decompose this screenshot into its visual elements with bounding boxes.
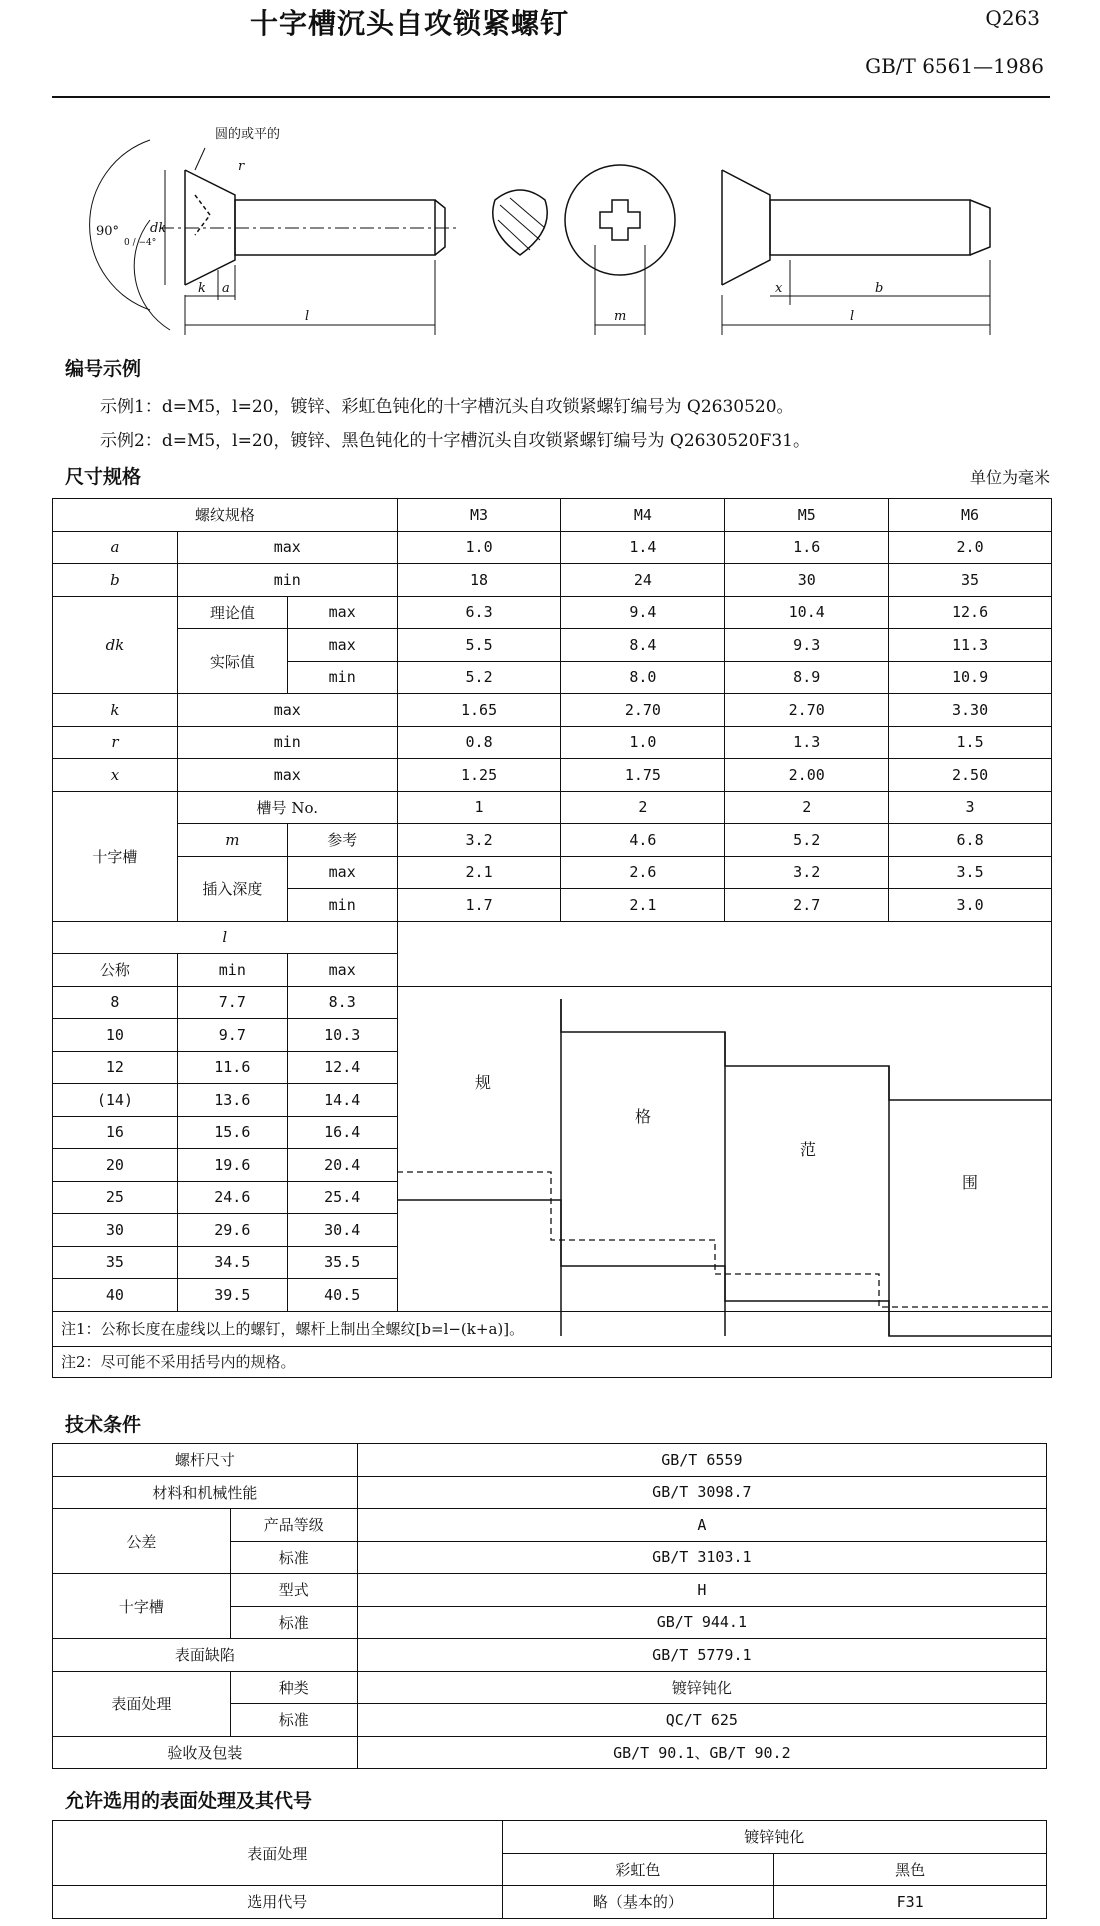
table-cell: 2.1	[561, 889, 725, 922]
table-cell: 黑色	[774, 1853, 1047, 1886]
table-cell: 标准	[230, 1541, 357, 1574]
table-cell: 公差	[53, 1509, 231, 1574]
table-cell: a	[53, 531, 178, 564]
table-cell: M5	[725, 499, 889, 532]
table-row	[53, 1736, 1047, 1769]
unit-note: 单位为毫米	[969, 468, 1050, 487]
range-word-4: 围	[962, 1173, 979, 1192]
table-cell: 11.6	[177, 1051, 287, 1084]
table-cell: max	[177, 759, 397, 792]
table-row	[53, 1671, 1047, 1704]
table-cell: 10.4	[725, 596, 889, 629]
table-cell: 产品等级	[230, 1509, 357, 1542]
table-cell: 6.8	[889, 824, 1052, 857]
table-cell: 1.7	[397, 889, 561, 922]
table-cell: M6	[889, 499, 1052, 532]
table-cell: 14.4	[287, 1084, 397, 1117]
table-cell: min	[287, 661, 397, 694]
table-cell: M4	[561, 499, 725, 532]
range-word-3: 范	[800, 1140, 817, 1159]
table-cell: 1.75	[561, 759, 725, 792]
table-cell: 11.3	[889, 629, 1052, 662]
table-cell: 1.0	[397, 531, 561, 564]
table-cell: m	[177, 824, 287, 857]
table-cell: GB/T 90.1、GB/T 90.2	[357, 1736, 1046, 1769]
table-cell: 2.0	[889, 531, 1052, 564]
table-cell: 24	[561, 564, 725, 597]
table-cell: 实际值	[177, 629, 287, 694]
table-cell: 9.4	[561, 596, 725, 629]
table-cell: GB/T 6559	[357, 1444, 1046, 1477]
table-cell: 注1：公称长度在虚线以上的螺钉，螺杆上制出全螺纹[b=l−(k+a)]。	[53, 1311, 1052, 1346]
table-cell: 2.1	[397, 856, 561, 889]
table-cell: 验收及包装	[53, 1736, 358, 1769]
table-cell: min	[177, 726, 397, 759]
svg-text:dk: dk	[150, 221, 167, 236]
table-cell: 25.4	[287, 1181, 397, 1214]
svg-text:b: b	[875, 281, 884, 296]
table-cell: 1.3	[725, 726, 889, 759]
table-cell: max	[177, 531, 397, 564]
table-cell: 3.2	[725, 856, 889, 889]
table-cell: 12.4	[287, 1051, 397, 1084]
table-cell: 20	[53, 1149, 178, 1182]
table-cell: 1.65	[397, 694, 561, 727]
table-cell: (14)	[53, 1084, 178, 1117]
table-cell: 3.0	[889, 889, 1052, 922]
surface-table	[52, 1820, 1047, 1919]
svg-text:a: a	[222, 281, 230, 296]
table-cell: 镀锌钝化	[357, 1671, 1046, 1704]
table-cell: 2.50	[889, 759, 1052, 792]
range-top-boundary	[561, 999, 1052, 1100]
table-cell: 5.5	[397, 629, 561, 662]
table-cell: 10.3	[287, 1019, 397, 1052]
table-cell: 1.25	[397, 759, 561, 792]
table-cell: 19.6	[177, 1149, 287, 1182]
table-cell: 35.5	[287, 1246, 397, 1279]
table-cell: H	[357, 1574, 1046, 1607]
table-cell: 3.30	[889, 694, 1052, 727]
table-cell: 表面缺陷	[53, 1639, 358, 1672]
table-cell: l	[53, 921, 398, 954]
table-cell: GB/T 3098.7	[357, 1476, 1046, 1509]
table-cell: 3.5	[889, 856, 1052, 889]
svg-text:l: l	[850, 309, 855, 324]
table-cell: QC/T 625	[357, 1704, 1046, 1737]
table-cell: GB/T 5779.1	[357, 1639, 1046, 1672]
table-cell: 材料和机械性能	[53, 1476, 358, 1509]
table-cell: max	[287, 629, 397, 662]
table-row	[53, 1639, 1047, 1672]
table-cell: k	[53, 694, 178, 727]
table-cell: 9.3	[725, 629, 889, 662]
table-cell: 标准	[230, 1704, 357, 1737]
table-cell: x	[53, 759, 178, 792]
table-cell: 彩虹色	[502, 1853, 774, 1886]
table-cell: 8	[53, 986, 178, 1019]
table-cell: 30	[53, 1214, 178, 1247]
table-cell: 8.4	[561, 629, 725, 662]
tech-table	[52, 1443, 1047, 1769]
range-word-2: 格	[635, 1107, 652, 1126]
table-cell: b	[53, 564, 178, 597]
table-cell: 34.5	[177, 1246, 287, 1279]
table-row	[53, 1886, 1047, 1919]
table-cell: 选用代号	[53, 1886, 503, 1919]
table-cell: 表面处理	[53, 1671, 231, 1736]
table-cell: 槽号 No.	[177, 791, 397, 824]
table-cell: max	[287, 596, 397, 629]
table-cell: 1.4	[561, 531, 725, 564]
surface-heading: 允许选用的表面处理及其代号	[65, 1790, 313, 1812]
table-cell: 12.6	[889, 596, 1052, 629]
page-title: 十字槽沉头自攻锁紧螺钉	[250, 7, 570, 40]
table-cell: A	[357, 1509, 1046, 1542]
table-cell: 1.6	[725, 531, 889, 564]
table-cell: 2.70	[561, 694, 725, 727]
table-cell: 18	[397, 564, 561, 597]
table-cell: 1	[397, 791, 561, 824]
table-row	[53, 1444, 1047, 1477]
range-word-1: 规	[475, 1073, 492, 1092]
table-cell: 注2：尽可能不采用括号内的规格。	[53, 1346, 1052, 1377]
table-cell: 13.6	[177, 1084, 287, 1117]
table-cell: 型式	[230, 1574, 357, 1607]
table-row	[53, 1574, 1047, 1607]
table-cell: 2.70	[725, 694, 889, 727]
table-cell: 螺杆尺寸	[53, 1444, 358, 1477]
table-row	[53, 1476, 1047, 1509]
table-cell: 40.5	[287, 1279, 397, 1312]
table-cell: 十字槽	[53, 791, 178, 921]
table-cell: 6.3	[397, 596, 561, 629]
table-cell: GB/T 944.1	[357, 1606, 1046, 1639]
table-cell: 10	[53, 1019, 178, 1052]
examples-heading: 编号示例	[65, 358, 142, 380]
table-cell: 8.9	[725, 661, 889, 694]
table-cell: 8.0	[561, 661, 725, 694]
table-cell: r	[53, 726, 178, 759]
svg-text:0 / −4°: 0 / −4°	[124, 238, 157, 248]
svg-text:r: r	[238, 159, 245, 174]
table-cell: 16	[53, 1116, 178, 1149]
table-cell: 29.6	[177, 1214, 287, 1247]
table-cell: 2	[561, 791, 725, 824]
table-cell: 理论值	[177, 596, 287, 629]
note-round-flat: 圆的或平的	[215, 127, 281, 142]
example-1: 示例1：d=M5，l=20，镀锌、彩虹色钝化的十字槽沉头自攻锁紧螺钉编号为 Q2630520。	[100, 397, 794, 417]
table-cell: min	[287, 889, 397, 922]
standard-number: GB/T 6561—1986	[865, 54, 1044, 78]
table-cell: 标准	[230, 1606, 357, 1639]
table-cell: 40	[53, 1279, 178, 1312]
svg-text:x: x	[775, 281, 783, 296]
table-cell: 12	[53, 1051, 178, 1084]
table-cell: 3	[889, 791, 1052, 824]
table-cell: 0.8	[397, 726, 561, 759]
table-cell: max	[287, 856, 397, 889]
table-cell: M3	[397, 499, 561, 532]
table-cell: 公称	[53, 954, 178, 987]
table-cell: 插入深度	[177, 856, 287, 921]
table-cell: 1.5	[889, 726, 1052, 759]
table-cell: 30	[725, 564, 889, 597]
tech-heading: 技术条件	[65, 1414, 142, 1436]
table-cell: 3.2	[397, 824, 561, 857]
table-cell: 4.6	[561, 824, 725, 857]
table-row	[53, 1509, 1047, 1542]
svg-text:90°: 90°	[96, 224, 120, 239]
table-cell: 24.6	[177, 1181, 287, 1214]
table-cell: 15.6	[177, 1116, 287, 1149]
table-cell: 25	[53, 1181, 178, 1214]
table-cell: 螺纹规格	[53, 499, 398, 532]
table-cell: dk	[53, 596, 178, 694]
table-cell: GB/T 3103.1	[357, 1541, 1046, 1574]
table-cell: 镀锌钝化	[502, 1821, 1046, 1854]
page-code: Q263	[985, 6, 1040, 30]
table-cell: 表面处理	[53, 1821, 503, 1886]
table-cell: 39.5	[177, 1279, 287, 1312]
svg-text:l: l	[305, 309, 310, 324]
table-cell: 略（基本的）	[502, 1886, 774, 1919]
table-cell: max	[287, 954, 397, 987]
example-2: 示例2：d=M5，l=20，镀锌、黑色钝化的十字槽沉头自攻锁紧螺钉编号为 Q2630520F31。	[100, 431, 810, 451]
table-cell: F31	[774, 1886, 1047, 1919]
table-cell: 2.00	[725, 759, 889, 792]
table-cell: 7.7	[177, 986, 287, 1019]
table-cell: 20.4	[287, 1149, 397, 1182]
table-cell: 35	[53, 1246, 178, 1279]
table-cell: 35	[889, 564, 1052, 597]
table-cell: min	[177, 954, 287, 987]
table-cell: 种类	[230, 1671, 357, 1704]
table-cell: max	[177, 694, 397, 727]
table-cell: 1.0	[561, 726, 725, 759]
table-cell: 16.4	[287, 1116, 397, 1149]
table-cell: 8.3	[287, 986, 397, 1019]
table-cell: 5.2	[397, 661, 561, 694]
table-cell: 5.2	[725, 824, 889, 857]
table-cell: min	[177, 564, 397, 597]
table-cell: 2	[725, 791, 889, 824]
table-row	[53, 1821, 1047, 1854]
table-cell: 2.7	[725, 889, 889, 922]
dims-heading: 尺寸规格	[65, 466, 142, 488]
table-cell: 十字槽	[53, 1574, 231, 1639]
table-cell: 10.9	[889, 661, 1052, 694]
svg-text:m: m	[614, 309, 627, 324]
table-cell: 参考	[287, 824, 397, 857]
svg-text:k: k	[198, 281, 206, 296]
table-cell: 2.6	[561, 856, 725, 889]
table-cell: 9.7	[177, 1019, 287, 1052]
table-cell: 30.4	[287, 1214, 397, 1247]
